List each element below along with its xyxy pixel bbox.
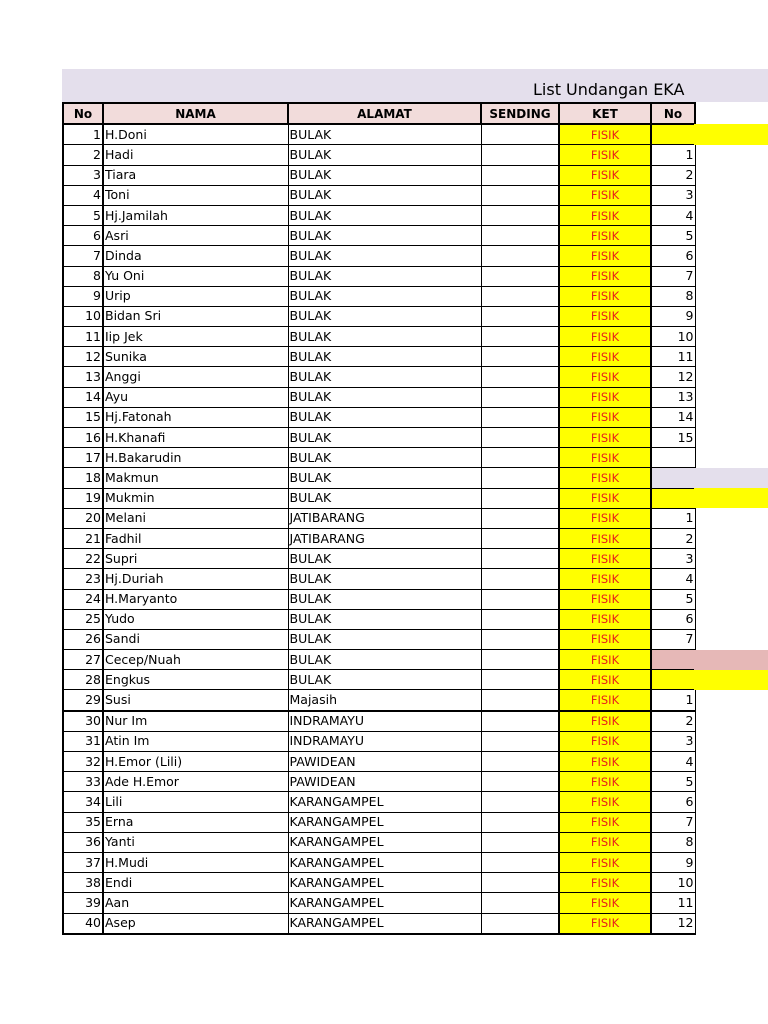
cell-no[interactable]: 11 (63, 327, 103, 347)
cell-alamat[interactable]: BULAK (288, 124, 481, 145)
cell-alamat[interactable]: KARANGAMPEL (288, 873, 481, 893)
cell-no2[interactable]: 10 (651, 327, 695, 347)
table-row (63, 812, 695, 832)
cell-sending[interactable] (481, 428, 559, 448)
cell-no[interactable]: 31 (63, 731, 103, 751)
cell-no2[interactable]: 1 (651, 690, 695, 711)
cell-ket[interactable]: FISIK (559, 731, 651, 751)
cell-nama[interactable]: H.Mudi (103, 852, 288, 872)
cell-ket[interactable]: FISIK (559, 629, 651, 649)
cell-ket[interactable]: FISIK (559, 852, 651, 872)
cell-no[interactable]: 17 (63, 448, 103, 468)
cell-alamat[interactable]: BULAK (288, 266, 481, 286)
cell-sending[interactable] (481, 266, 559, 286)
cell-sending[interactable] (481, 286, 559, 306)
cell-alamat[interactable]: BULAK (288, 629, 481, 649)
cell-no[interactable]: 24 (63, 589, 103, 609)
cell-sending[interactable] (481, 528, 559, 548)
cell-sending[interactable] (481, 752, 559, 772)
table-row (63, 792, 695, 812)
cell-sending[interactable] (481, 306, 559, 326)
table-row (63, 873, 695, 893)
cell-nama[interactable]: Asep (103, 913, 288, 934)
cell-sending[interactable] (481, 589, 559, 609)
cell-no2[interactable]: 4 (651, 569, 695, 589)
cell-nama[interactable]: Bidan Sri (103, 306, 288, 326)
table-row (63, 367, 695, 387)
table-row (63, 488, 695, 508)
cell-alamat[interactable]: BULAK (288, 226, 481, 246)
cell-ket[interactable]: FISIK (559, 569, 651, 589)
table-row (63, 852, 695, 872)
cell-alamat[interactable]: BULAK (288, 246, 481, 266)
cell-no2[interactable]: 8 (651, 832, 695, 852)
cell-no[interactable]: 7 (63, 246, 103, 266)
cell-alamat[interactable]: KARANGAMPEL (288, 792, 481, 812)
cell-ket[interactable]: FISIK (559, 549, 651, 569)
cell-sending[interactable] (481, 327, 559, 347)
cell-ket[interactable]: FISIK (559, 266, 651, 286)
cell-no2[interactable]: 2 (651, 165, 695, 185)
cell-ket[interactable]: FISIK (559, 812, 651, 832)
cell-nama[interactable]: Urip (103, 286, 288, 306)
cell-alamat[interactable]: PAWIDEAN (288, 752, 481, 772)
cell-no[interactable]: 20 (63, 508, 103, 528)
cell-alamat[interactable]: PAWIDEAN (288, 772, 481, 792)
cell-sending[interactable] (481, 772, 559, 792)
cell-no[interactable]: 26 (63, 629, 103, 649)
cell-alamat[interactable]: BULAK (288, 185, 481, 205)
cell-nama[interactable]: Ayu (103, 387, 288, 407)
cell-ket[interactable]: FISIK (559, 327, 651, 347)
cell-no2[interactable]: 11 (651, 893, 695, 913)
cell-alamat[interactable]: BULAK (288, 589, 481, 609)
cell-alamat[interactable]: BULAK (288, 488, 481, 508)
cell-ket[interactable]: FISIK (559, 246, 651, 266)
cell-no[interactable]: 37 (63, 852, 103, 872)
table-row (63, 609, 695, 629)
cell-alamat[interactable]: JATIBARANG (288, 508, 481, 528)
cell-sending[interactable] (481, 893, 559, 913)
cell-nama[interactable]: Tiara (103, 165, 288, 185)
cell-nama[interactable]: Aan (103, 893, 288, 913)
cell-no2[interactable] (651, 488, 695, 508)
cell-nama[interactable]: Susi (103, 690, 288, 711)
cell-alamat[interactable]: KARANGAMPEL (288, 893, 481, 913)
header-alamat[interactable]: ALAMAT (288, 103, 481, 124)
cell-no2[interactable]: 2 (651, 528, 695, 548)
cell-nama[interactable]: Supri (103, 549, 288, 569)
spreadsheet (62, 102, 696, 935)
cell-alamat[interactable]: BULAK (288, 306, 481, 326)
cell-nama[interactable]: Hj.Jamilah (103, 205, 288, 225)
cell-ket[interactable]: FISIK (559, 347, 651, 367)
table-row (63, 124, 695, 145)
table-row (63, 266, 695, 286)
table-row (63, 327, 695, 347)
cell-no2[interactable]: 9 (651, 306, 695, 326)
cell-ket[interactable]: FISIK (559, 832, 651, 852)
cell-no[interactable]: 28 (63, 670, 103, 690)
cell-nama[interactable]: H.Emor (Lili) (103, 752, 288, 772)
cell-alamat[interactable]: BULAK (288, 327, 481, 347)
cell-no2[interactable]: 7 (651, 266, 695, 286)
cell-sending[interactable] (481, 367, 559, 387)
cell-nama[interactable]: H.Maryanto (103, 589, 288, 609)
cell-no[interactable]: 27 (63, 650, 103, 670)
cell-no2[interactable] (651, 468, 695, 488)
cell-nama[interactable]: Sandi (103, 629, 288, 649)
table-row (63, 690, 695, 711)
cell-ket[interactable]: FISIK (559, 205, 651, 225)
table-row (63, 772, 695, 792)
cell-no2[interactable]: 5 (651, 226, 695, 246)
cell-sending[interactable] (481, 226, 559, 246)
cell-alamat[interactable]: BULAK (288, 448, 481, 468)
cell-nama[interactable]: Makmun (103, 468, 288, 488)
table-row (63, 185, 695, 205)
cell-nama[interactable]: H.Khanafi (103, 428, 288, 448)
cell-alamat[interactable]: BULAK (288, 165, 481, 185)
cell-no[interactable]: 35 (63, 812, 103, 832)
cell-no2[interactable] (651, 670, 695, 690)
table-row (63, 226, 695, 246)
row-band-pink (694, 650, 768, 670)
cell-ket[interactable]: FISIK (559, 792, 651, 812)
cell-no[interactable]: 34 (63, 792, 103, 812)
cell-ket[interactable]: FISIK (559, 185, 651, 205)
cell-no[interactable]: 6 (63, 226, 103, 246)
cell-no[interactable]: 39 (63, 893, 103, 913)
cell-nama[interactable]: Hadi (103, 145, 288, 165)
cell-no[interactable]: 9 (63, 286, 103, 306)
cell-no2[interactable]: 6 (651, 609, 695, 629)
cell-no[interactable]: 1 (63, 124, 103, 145)
cell-no2[interactable]: 4 (651, 752, 695, 772)
cell-sending[interactable] (481, 650, 559, 670)
cell-alamat[interactable]: BULAK (288, 286, 481, 306)
cell-no[interactable]: 10 (63, 306, 103, 326)
cell-no[interactable]: 40 (63, 913, 103, 934)
table-row (63, 448, 695, 468)
cell-no[interactable]: 22 (63, 549, 103, 569)
cell-alamat[interactable]: KARANGAMPEL (288, 852, 481, 872)
cell-nama[interactable]: Lili (103, 792, 288, 812)
cell-sending[interactable] (481, 468, 559, 488)
cell-ket[interactable]: FISIK (559, 670, 651, 690)
cell-ket[interactable]: FISIK (559, 448, 651, 468)
cell-no[interactable]: 4 (63, 185, 103, 205)
cell-nama[interactable]: Hj.Duriah (103, 569, 288, 589)
cell-no[interactable]: 13 (63, 367, 103, 387)
cell-no[interactable]: 33 (63, 772, 103, 792)
cell-no[interactable]: 2 (63, 145, 103, 165)
cell-no2[interactable]: 10 (651, 873, 695, 893)
cell-sending[interactable] (481, 165, 559, 185)
cell-ket[interactable]: FISIK (559, 488, 651, 508)
cell-alamat[interactable]: BULAK (288, 205, 481, 225)
row-band-lav (694, 468, 768, 488)
cell-sending[interactable] (481, 913, 559, 934)
cell-no[interactable]: 15 (63, 407, 103, 427)
cell-no[interactable]: 12 (63, 347, 103, 367)
cell-no[interactable]: 8 (63, 266, 103, 286)
cell-nama[interactable]: Cecep/Nuah (103, 650, 288, 670)
cell-nama[interactable]: Engkus (103, 670, 288, 690)
cell-sending[interactable] (481, 812, 559, 832)
cell-sending[interactable] (481, 792, 559, 812)
cell-ket[interactable]: FISIK (559, 468, 651, 488)
cell-ket[interactable]: FISIK (559, 589, 651, 609)
cell-no2[interactable]: 9 (651, 852, 695, 872)
cell-nama[interactable]: H.Doni (103, 124, 288, 145)
cell-no2[interactable]: 7 (651, 629, 695, 649)
cell-no2[interactable]: 6 (651, 246, 695, 266)
cell-sending[interactable] (481, 690, 559, 711)
cell-sending[interactable] (481, 407, 559, 427)
cell-alamat[interactable]: BULAK (288, 650, 481, 670)
cell-nama[interactable]: Hj.Fatonah (103, 407, 288, 427)
cell-no[interactable]: 21 (63, 528, 103, 548)
table-row (63, 650, 695, 670)
cell-nama[interactable]: Nur Im (103, 711, 288, 732)
cell-no2[interactable]: 5 (651, 589, 695, 609)
sheet-title: List Undangan EKA (533, 80, 685, 99)
cell-alamat[interactable]: INDRAMAYU (288, 731, 481, 751)
cell-no[interactable]: 25 (63, 609, 103, 629)
row-band-yellow (694, 488, 768, 508)
cell-ket[interactable]: FISIK (559, 306, 651, 326)
table-row (63, 731, 695, 751)
cell-nama[interactable]: Endi (103, 873, 288, 893)
cell-alamat[interactable]: BULAK (288, 569, 481, 589)
cell-no2[interactable] (651, 124, 695, 145)
cell-ket[interactable]: FISIK (559, 367, 651, 387)
table-body (63, 124, 695, 934)
cell-no[interactable]: 23 (63, 569, 103, 589)
cell-alamat[interactable]: BULAK (288, 670, 481, 690)
cell-nama[interactable]: Erna (103, 812, 288, 832)
cell-no2[interactable]: 11 (651, 347, 695, 367)
table-row (63, 549, 695, 569)
table-row (63, 893, 695, 913)
cell-no[interactable]: 29 (63, 690, 103, 711)
cell-nama[interactable]: Mukmin (103, 488, 288, 508)
cell-alamat[interactable]: BULAK (288, 609, 481, 629)
cell-no[interactable]: 36 (63, 832, 103, 852)
cell-sending[interactable] (481, 711, 559, 732)
cell-alamat[interactable]: Majasih (288, 690, 481, 711)
cell-sending[interactable] (481, 185, 559, 205)
cell-alamat[interactable]: BULAK (288, 407, 481, 427)
cell-no2[interactable]: 1 (651, 508, 695, 528)
cell-nama[interactable]: Yanti (103, 832, 288, 852)
cell-no2[interactable] (651, 448, 695, 468)
table-row (63, 205, 695, 225)
table-row (63, 528, 695, 548)
cell-alamat[interactable]: BULAK (288, 367, 481, 387)
cell-sending[interactable] (481, 873, 559, 893)
cell-no2[interactable]: 3 (651, 185, 695, 205)
invitation-table (62, 102, 696, 935)
cell-alamat[interactable]: BULAK (288, 387, 481, 407)
table-row (63, 306, 695, 326)
cell-ket[interactable]: FISIK (559, 873, 651, 893)
cell-sending[interactable] (481, 609, 559, 629)
cell-nama[interactable]: Sunika (103, 347, 288, 367)
cell-no2[interactable]: 14 (651, 407, 695, 427)
cell-no[interactable]: 5 (63, 205, 103, 225)
table-row (63, 428, 695, 448)
cell-alamat[interactable]: BULAK (288, 549, 481, 569)
cell-nama[interactable]: Asri (103, 226, 288, 246)
table-row (63, 165, 695, 185)
cell-no[interactable]: 30 (63, 711, 103, 732)
cell-alamat[interactable]: BULAK (288, 145, 481, 165)
cell-no[interactable]: 3 (63, 165, 103, 185)
cell-ket[interactable]: FISIK (559, 387, 651, 407)
cell-ket[interactable]: FISIK (559, 752, 651, 772)
cell-alamat[interactable]: BULAK (288, 428, 481, 448)
table-row (63, 286, 695, 306)
table-row (63, 387, 695, 407)
cell-ket[interactable]: FISIK (559, 226, 651, 246)
cell-sending[interactable] (481, 145, 559, 165)
cell-alamat[interactable]: JATIBARANG (288, 528, 481, 548)
table-row (63, 145, 695, 165)
table-row (63, 407, 695, 427)
cell-nama[interactable]: Yu Oni (103, 266, 288, 286)
table-row (63, 711, 695, 732)
cell-no2[interactable]: 3 (651, 549, 695, 569)
cell-alamat[interactable]: KARANGAMPEL (288, 832, 481, 852)
cell-nama[interactable]: Ade H.Emor (103, 772, 288, 792)
header-row (63, 103, 695, 124)
cell-ket[interactable]: FISIK (559, 609, 651, 629)
cell-sending[interactable] (481, 670, 559, 690)
cell-nama[interactable]: Atin Im (103, 731, 288, 751)
cell-nama[interactable]: Dinda (103, 246, 288, 266)
cell-ket[interactable]: FISIK (559, 650, 651, 670)
cell-nama[interactable]: Iip Jek (103, 327, 288, 347)
cell-sending[interactable] (481, 124, 559, 145)
cell-sending[interactable] (481, 549, 559, 569)
header-no[interactable]: No (63, 103, 103, 124)
cell-sending[interactable] (481, 205, 559, 225)
cell-nama[interactable]: Toni (103, 185, 288, 205)
cell-alamat[interactable]: BULAK (288, 347, 481, 367)
cell-nama[interactable]: Yudo (103, 609, 288, 629)
cell-no[interactable]: 19 (63, 488, 103, 508)
table-row (63, 468, 695, 488)
cell-sending[interactable] (481, 488, 559, 508)
cell-no2[interactable]: 7 (651, 812, 695, 832)
table-row (63, 569, 695, 589)
cell-no2[interactable] (651, 650, 695, 670)
header-nama[interactable]: NAMA (103, 103, 288, 124)
cell-sending[interactable] (481, 347, 559, 367)
cell-ket[interactable]: FISIK (559, 145, 651, 165)
cell-no2[interactable]: 3 (651, 731, 695, 751)
cell-sending[interactable] (481, 508, 559, 528)
cell-sending[interactable] (481, 852, 559, 872)
cell-ket[interactable]: FISIK (559, 711, 651, 732)
cell-alamat[interactable]: BULAK (288, 468, 481, 488)
cell-sending[interactable] (481, 832, 559, 852)
cell-nama[interactable]: H.Bakarudin (103, 448, 288, 468)
cell-no2[interactable]: 5 (651, 772, 695, 792)
cell-no[interactable]: 18 (63, 468, 103, 488)
cell-no2[interactable]: 8 (651, 286, 695, 306)
cell-no2[interactable]: 2 (651, 711, 695, 732)
cell-sending[interactable] (481, 448, 559, 468)
cell-no2[interactable]: 12 (651, 367, 695, 387)
cell-no2[interactable]: 1 (651, 145, 695, 165)
table-row (63, 752, 695, 772)
cell-no[interactable]: 38 (63, 873, 103, 893)
table-row (63, 246, 695, 266)
cell-ket[interactable]: FISIK (559, 407, 651, 427)
cell-ket[interactable]: FISIK (559, 124, 651, 145)
cell-sending[interactable] (481, 629, 559, 649)
cell-no2[interactable]: 15 (651, 428, 695, 448)
table-row (63, 508, 695, 528)
cell-alamat[interactable]: KARANGAMPEL (288, 812, 481, 832)
cell-sending[interactable] (481, 387, 559, 407)
cell-ket[interactable]: FISIK (559, 508, 651, 528)
cell-nama[interactable]: Anggi (103, 367, 288, 387)
cell-sending[interactable] (481, 246, 559, 266)
cell-ket[interactable]: FISIK (559, 528, 651, 548)
cell-ket[interactable]: FISIK (559, 428, 651, 448)
cell-no2[interactable]: 6 (651, 792, 695, 812)
cell-no2[interactable]: 4 (651, 205, 695, 225)
cell-nama[interactable]: Melani (103, 508, 288, 528)
table-row (63, 629, 695, 649)
cell-ket[interactable]: FISIK (559, 913, 651, 934)
cell-ket[interactable]: FISIK (559, 165, 651, 185)
header-sending[interactable]: SENDING (481, 103, 559, 124)
table-row (63, 913, 695, 934)
header-no2[interactable]: No (651, 103, 695, 124)
cell-ket[interactable]: FISIK (559, 893, 651, 913)
cell-no2[interactable]: 12 (651, 913, 695, 934)
cell-no[interactable]: 16 (63, 428, 103, 448)
cell-sending[interactable] (481, 731, 559, 751)
table-row (63, 347, 695, 367)
cell-nama[interactable]: Fadhil (103, 528, 288, 548)
cell-ket[interactable]: FISIK (559, 690, 651, 711)
table-row (63, 670, 695, 690)
row-band-yellow (694, 124, 768, 145)
cell-alamat[interactable]: INDRAMAYU (288, 711, 481, 732)
cell-no[interactable]: 14 (63, 387, 103, 407)
cell-ket[interactable]: FISIK (559, 772, 651, 792)
cell-no2[interactable]: 13 (651, 387, 695, 407)
cell-sending[interactable] (481, 569, 559, 589)
table-row (63, 589, 695, 609)
header-ket[interactable]: KET (559, 103, 651, 124)
cell-ket[interactable]: FISIK (559, 286, 651, 306)
cell-no[interactable]: 32 (63, 752, 103, 772)
row-band-yellow (694, 670, 768, 690)
cell-alamat[interactable]: KARANGAMPEL (288, 913, 481, 934)
table-row (63, 832, 695, 852)
